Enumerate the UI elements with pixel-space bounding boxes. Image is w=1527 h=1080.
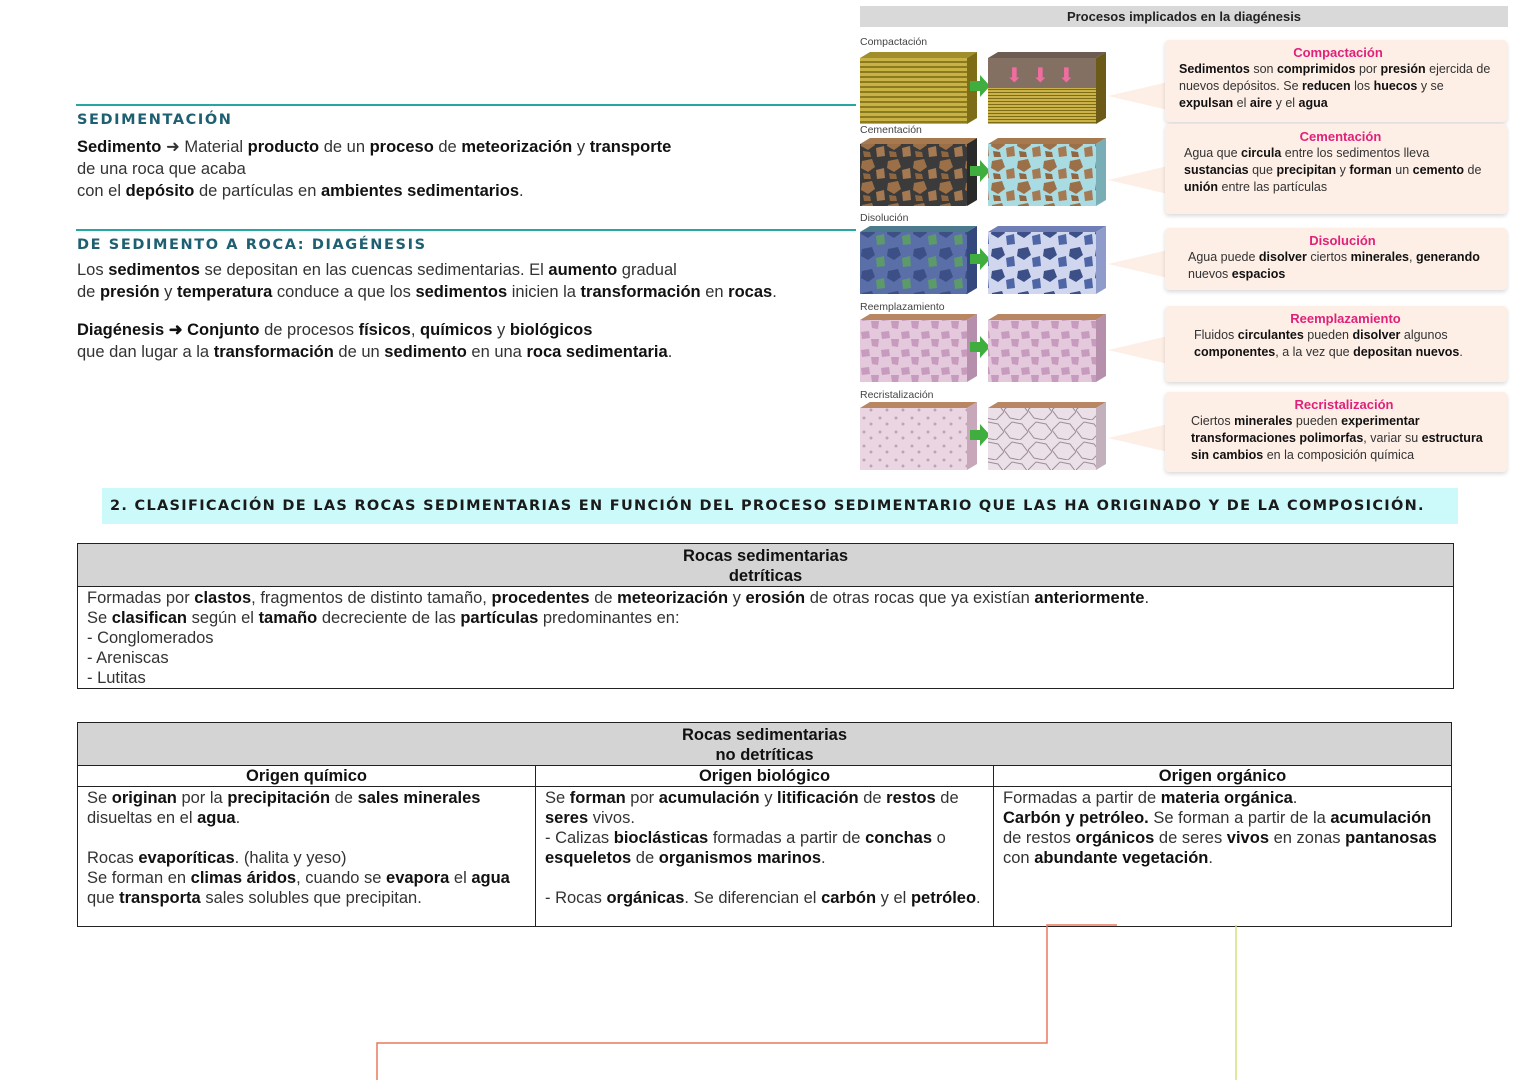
- text-run: de: [77, 283, 100, 301]
- text-run: entre los sedimentos lleva: [1281, 146, 1430, 160]
- bold-text: agua: [471, 869, 510, 887]
- text-run: .: [235, 809, 241, 827]
- text-run: de: [858, 789, 887, 807]
- bold-text: forman: [569, 789, 626, 807]
- text-run: de procesos: [259, 321, 359, 339]
- bold-text: clastos: [194, 589, 252, 607]
- bold-text: procedentes: [491, 589, 590, 607]
- connector-line: [377, 925, 1117, 1080]
- text-run: Se: [87, 789, 112, 807]
- bold-text: temperatura: [176, 283, 273, 301]
- text-run: Fluidos: [1194, 328, 1238, 342]
- bold-text: estructura sin cambios: [1191, 431, 1483, 462]
- text-run: y el: [1272, 96, 1299, 110]
- text-run: que: [87, 889, 120, 907]
- bold-text: partículas: [460, 609, 539, 627]
- text-run: formadas a partir de: [708, 829, 866, 847]
- bold-text: sedimento: [384, 343, 467, 361]
- text-run: con: [1003, 849, 1035, 867]
- text-run: Se forman en: [87, 869, 191, 887]
- text-run: , fragmentos de distinto tamaño,: [251, 589, 492, 607]
- text-run: - Calizas: [545, 829, 614, 847]
- bold-text: acumulación: [1330, 809, 1432, 827]
- text-run: Formadas por: [87, 589, 195, 607]
- bold-text: forman: [1349, 163, 1392, 177]
- text-run: en zonas: [1269, 829, 1346, 847]
- callout-title: Reemplazamiento: [1290, 311, 1401, 326]
- text-run: .: [772, 283, 777, 301]
- text-run: por la: [176, 789, 228, 807]
- text-run: .: [821, 849, 826, 867]
- bold-text: agua: [197, 809, 236, 827]
- bold-text: transporta: [119, 889, 201, 907]
- callout-title: Recristalización: [1294, 397, 1394, 412]
- column-header: Origen químico: [78, 766, 536, 787]
- down-arrow-icon: ⬇: [1058, 63, 1075, 87]
- text-run: algunos: [1400, 328, 1448, 342]
- text-run: en una: [466, 343, 527, 361]
- bold-text: Diagénesis ➜ Conjunto: [77, 321, 260, 339]
- bold-text: bioclásticas: [613, 829, 709, 847]
- bold-text: Sedimentos: [1179, 62, 1250, 76]
- section-banner: 2. CLASIFICACIÓN DE LAS ROCAS SEDIMENTARIAS EN FUNCIÓN DEL PROCESO SEDIMENTARIO QUE LAS HA ORIGINADO Y DE LA COMPOSICIÓN.: [102, 488, 1458, 524]
- text-run: .: [1144, 589, 1150, 607]
- bold-text: agua: [1298, 96, 1328, 110]
- bold-text: circulantes: [1237, 328, 1304, 342]
- text-run: disueltas en el: [87, 809, 198, 827]
- bold-text: espacios: [1231, 267, 1286, 281]
- bold-text: químicos: [420, 321, 493, 339]
- text-run: , variar su: [1363, 431, 1422, 445]
- text-run: nuevos: [1188, 267, 1232, 281]
- bold-text: transporte: [589, 138, 672, 156]
- bold-text: Sedimento: [77, 138, 162, 156]
- bold-text: erosión: [745, 589, 806, 607]
- figure-label: Compactación: [860, 36, 928, 48]
- bold-text: clasifican: [111, 609, 187, 627]
- text-run: predominantes en:: [538, 609, 680, 627]
- text-run: y: [492, 321, 510, 339]
- bold-text: materia orgánica: [1160, 789, 1293, 807]
- text-run: un: [1391, 163, 1413, 177]
- text-run: y: [159, 283, 177, 301]
- bold-text: unión: [1184, 180, 1219, 194]
- text-run: ciertos: [1306, 250, 1351, 264]
- bold-text: aumento: [548, 261, 618, 279]
- text-run: Se forman a partir de la: [1148, 809, 1331, 827]
- header-line: Rocas sedimentarias: [681, 726, 848, 744]
- bold-text: comprimidos: [1276, 62, 1356, 76]
- text-run: de seres: [1154, 829, 1227, 847]
- text-run: pueden: [1292, 414, 1342, 428]
- bold-text: rocas: [728, 283, 773, 301]
- bold-text: vivos: [1226, 829, 1269, 847]
- bold-text: esqueletos: [545, 849, 632, 867]
- bold-text: litificación: [777, 789, 859, 807]
- bold-text: transformación: [213, 343, 334, 361]
- bold-text: sedimentos: [108, 261, 200, 279]
- bold-text: anteriormente: [1034, 589, 1145, 607]
- bold-text: Carbón y petróleo.: [1003, 809, 1149, 827]
- bold-text: cemento: [1412, 163, 1465, 177]
- header-line: Rocas sedimentarias: [682, 547, 849, 565]
- text-run: . (halita y yeso): [234, 849, 347, 867]
- text-run: , cuando se: [296, 869, 387, 887]
- text-run: de restos: [1003, 829, 1076, 847]
- text-run: de: [330, 789, 358, 807]
- text-run: Se: [545, 789, 570, 807]
- callout-title: Cementación: [1299, 129, 1382, 144]
- bold-text: sales minerales: [357, 789, 481, 807]
- bold-text: pantanosas: [1345, 829, 1437, 847]
- figure-label: Recristalización: [860, 389, 934, 401]
- text-run: ,: [410, 321, 421, 339]
- text-run: de un: [333, 343, 385, 361]
- text-run: en: [700, 283, 729, 301]
- text-run: Rocas: [87, 849, 139, 867]
- bold-text: biológicos: [509, 321, 593, 339]
- text-run: Agua puede: [1188, 250, 1259, 264]
- text-run: y el: [876, 889, 911, 907]
- text-run: o: [932, 829, 946, 847]
- header-line: no detríticas: [715, 746, 814, 764]
- text-run: .: [667, 343, 673, 361]
- text-run: .: [1292, 789, 1298, 807]
- text-run: y: [1336, 163, 1350, 177]
- bold-text: orgánicas: [606, 889, 685, 907]
- bold-text: seres: [545, 809, 589, 827]
- bold-text: circula: [1241, 146, 1282, 160]
- bold-text: presión: [99, 283, 160, 301]
- text-run: y se: [1417, 79, 1444, 93]
- text-run: de: [1464, 163, 1482, 177]
- bold-text: orgánicos: [1075, 829, 1155, 847]
- bold-text: proceso: [369, 138, 434, 156]
- text-run: el: [1233, 96, 1250, 110]
- text-run: de: [631, 849, 659, 867]
- down-arrow-icon: ⬇: [1032, 63, 1049, 87]
- text-run: .: [976, 889, 981, 907]
- text-run: de partículas en: [194, 182, 321, 200]
- text-run: Agua que: [1184, 146, 1241, 160]
- column-header: Origen orgánico: [994, 766, 1452, 787]
- text-run: .: [519, 182, 524, 200]
- text-run: .: [1459, 345, 1463, 359]
- text-run: Formadas a partir de: [1003, 789, 1161, 807]
- bold-text: presión: [1380, 62, 1426, 76]
- text-run: de una roca que acaba: [77, 160, 246, 178]
- bold-text: disolver: [1258, 250, 1307, 264]
- text-run: , a la vez que: [1275, 345, 1354, 359]
- bold-text: expulsan: [1179, 96, 1234, 110]
- column-header: Origen biológico: [536, 766, 994, 787]
- text-run: los: [1350, 79, 1374, 93]
- text-run: ,: [1408, 250, 1416, 264]
- bold-text: meteorización: [461, 138, 573, 156]
- bold-text: precipitación: [227, 789, 331, 807]
- bold-text: carbón: [821, 889, 877, 907]
- text-run: - Areniscas: [87, 649, 169, 667]
- diagenesis-title: DE SEDIMENTO A ROCA: DIAGÉNESIS: [77, 237, 427, 253]
- bold-text: disolver: [1352, 328, 1401, 342]
- text-run: inicien la: [507, 283, 581, 301]
- bold-text: reducen: [1302, 79, 1351, 93]
- sedimentacion-title: SEDIMENTACIÓN: [77, 112, 233, 128]
- text-run: de otras rocas que ya existían: [805, 589, 1035, 607]
- bold-text: tamaño: [258, 609, 318, 627]
- text-run: el: [449, 869, 472, 887]
- bold-text: organismos marinos: [658, 849, 822, 867]
- text-run: en la composición química: [1263, 448, 1415, 462]
- down-arrow-icon: ⬇: [1006, 63, 1023, 87]
- bold-text: precipitan: [1276, 163, 1337, 177]
- text-run: - Rocas: [545, 889, 607, 907]
- text-run: que dan lugar a la: [77, 343, 214, 361]
- bold-text: restos: [886, 789, 936, 807]
- bold-text: sustancias: [1184, 163, 1249, 177]
- bold-text: minerales: [1234, 414, 1293, 428]
- bold-text: acumulación: [658, 789, 760, 807]
- bold-text: depósito: [125, 182, 195, 200]
- text-run: ➜ Material: [161, 138, 248, 156]
- text-run: de: [589, 589, 618, 607]
- bold-text: componentes: [1194, 345, 1276, 359]
- text-run: - Conglomerados: [87, 629, 214, 647]
- text-run: que: [1248, 163, 1277, 177]
- bold-text: transformación: [580, 283, 701, 301]
- bold-text: generando: [1415, 250, 1480, 264]
- figure-title: Procesos implicados en la diagénesis: [860, 6, 1508, 27]
- text-run: de un: [319, 138, 370, 156]
- text-run: y: [728, 589, 746, 607]
- bold-text: evaporíticas: [138, 849, 235, 867]
- figure-label: Disolución: [860, 212, 909, 224]
- callout-title: Compactación: [1293, 45, 1383, 60]
- bold-text: ambientes sedimentarios: [320, 182, 520, 200]
- text-run: Ciertos: [1191, 414, 1235, 428]
- figure-label: Reemplazamiento: [860, 301, 945, 313]
- text-run: .: [1208, 849, 1213, 867]
- bold-text: producto: [247, 138, 320, 156]
- text-run: y: [572, 138, 590, 156]
- text-run: por: [625, 789, 659, 807]
- bold-text: físicos: [358, 321, 411, 339]
- figure-label: Cementación: [860, 124, 922, 136]
- bold-text: evapora: [386, 869, 450, 887]
- bold-text: roca sedimentaria: [526, 343, 668, 361]
- bold-text: depositan nuevos: [1353, 345, 1460, 359]
- text-run: por: [1355, 62, 1381, 76]
- bold-text: experimentar transformaciones polimorfas: [1191, 414, 1420, 445]
- text-run: Se: [87, 609, 112, 627]
- text-run: son: [1249, 62, 1277, 76]
- text-run: se depositan en las cuencas sedimentarias. El: [199, 261, 549, 279]
- text-run: de: [433, 138, 462, 156]
- text-run: gradual: [617, 261, 677, 279]
- bold-text: petróleo: [910, 889, 977, 907]
- bold-text: huecos: [1373, 79, 1418, 93]
- text-run: . Se diferencian el: [684, 889, 822, 907]
- text-run: Los: [77, 261, 109, 279]
- bold-text: conchas: [865, 829, 933, 847]
- text-run: ejercida de nuevos depósitos. Se: [1179, 62, 1491, 93]
- text-run: de: [935, 789, 959, 807]
- text-run: entre las partículas: [1218, 180, 1328, 194]
- header-line: detríticas: [728, 567, 803, 585]
- text-run: pueden: [1303, 328, 1353, 342]
- text-run: conduce a que los: [272, 283, 416, 301]
- text-run: y: [759, 789, 778, 807]
- callout-title: Disolución: [1309, 233, 1376, 248]
- bold-text: minerales: [1350, 250, 1409, 264]
- bold-text: originan: [111, 789, 177, 807]
- text-run: vivos.: [588, 809, 635, 827]
- text-run: - Lutitas: [87, 669, 146, 687]
- text-run: según el: [187, 609, 259, 627]
- text-run: decreciente de las: [317, 609, 461, 627]
- bold-text: abundante vegetación: [1034, 849, 1209, 867]
- text-run: sales solubles que precipitan.: [200, 889, 422, 907]
- bold-text: meteorización: [617, 589, 729, 607]
- bold-text: aire: [1249, 96, 1273, 110]
- bold-text: climas áridos: [190, 869, 297, 887]
- bold-text: sedimentos: [415, 283, 508, 301]
- text-run: con el: [77, 182, 126, 200]
